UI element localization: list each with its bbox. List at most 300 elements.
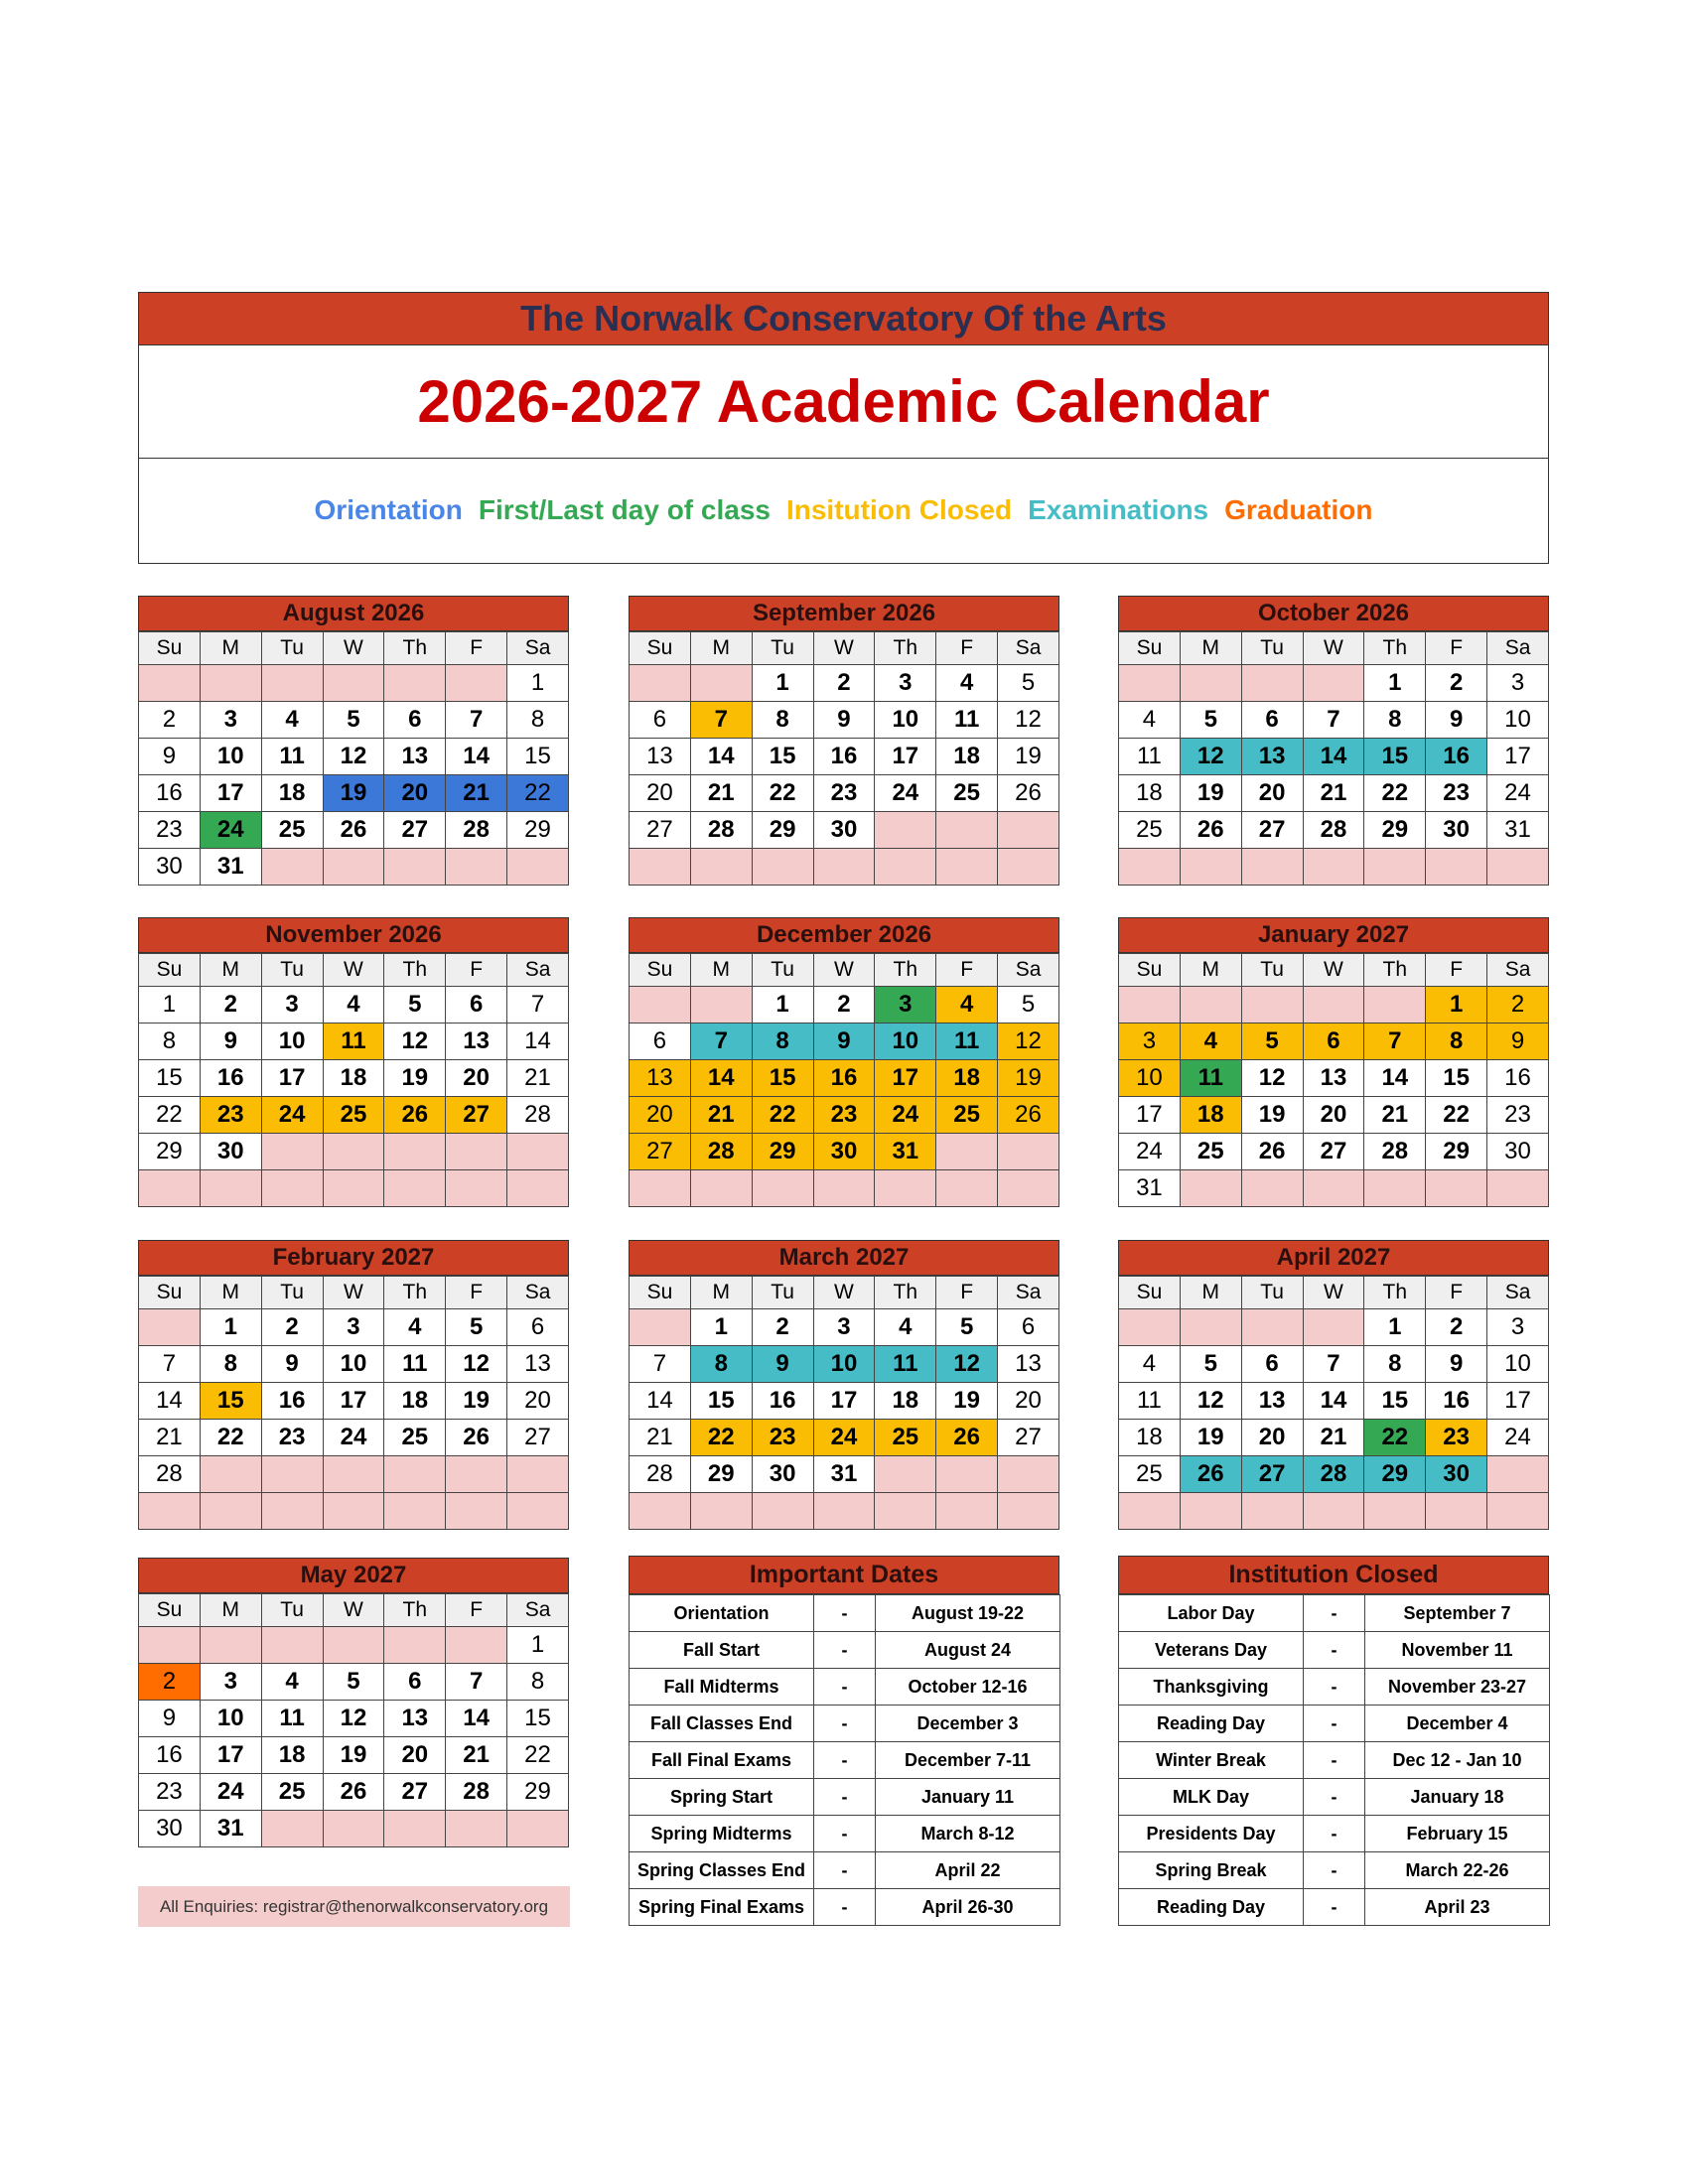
day-cell: 28 [690,1134,752,1170]
event-name: Fall Start [630,1632,814,1669]
date-list-row [630,1632,1060,1669]
empty-day-cell [998,1170,1059,1207]
empty-day-cell [323,849,384,886]
empty-day-cell [446,1627,507,1664]
weekday-header: Th [1364,632,1426,665]
day-cell: 6 [1241,702,1303,739]
day-cell: 26 [1241,1134,1303,1170]
day-cell: 23 [261,1420,323,1456]
day-cell: 30 [752,1456,813,1493]
day-cell: 1 [1364,1309,1426,1346]
day-cell: 24 [875,775,936,812]
event-name: Spring Midterms [630,1816,814,1852]
day-cell: 4 [1119,702,1181,739]
separator: - [1304,1742,1365,1779]
empty-day-cell [323,665,384,702]
day-cell: 19 [998,1060,1059,1097]
date-list-row [630,1706,1060,1742]
day-cell: 8 [752,702,813,739]
weekday-header: M [1180,1277,1241,1309]
day-cell: 22 [507,775,569,812]
separator: - [1304,1889,1365,1926]
event-date: February 15 [1365,1816,1550,1852]
day-cell: 17 [875,739,936,775]
day-cell: 7 [630,1346,691,1383]
empty-day-cell [1119,1493,1181,1530]
day-cell: 20 [1241,1420,1303,1456]
empty-day-cell [261,849,323,886]
month-calendar [629,917,1059,1207]
separator: - [814,1816,876,1852]
empty-day-cell [1241,849,1303,886]
weekday-header: M [1180,954,1241,987]
empty-day-cell [1364,987,1426,1024]
date-list-row [630,1742,1060,1779]
day-cell: 17 [323,1383,384,1420]
event-date: November 11 [1365,1632,1550,1669]
weekday-header: F [936,1277,998,1309]
empty-day-cell [630,849,691,886]
empty-day-cell [875,849,936,886]
day-cell: 25 [875,1420,936,1456]
legend-item: First/Last day of class [478,494,771,525]
event-name: Orientation [630,1595,814,1632]
day-cell: 16 [1487,1060,1549,1097]
day-cell: 8 [139,1024,201,1060]
day-cell: 2 [1487,987,1549,1024]
weekday-header: W [323,954,384,987]
day-cell: 15 [1426,1060,1487,1097]
day-cell: 15 [200,1383,261,1420]
institution-closed-table [1118,1594,1550,1926]
day-cell: 27 [998,1420,1059,1456]
weekday-header: W [1303,632,1364,665]
empty-day-cell [1119,987,1181,1024]
day-cell: 14 [1364,1060,1426,1097]
day-cell: 1 [752,987,813,1024]
day-cell: 16 [139,1737,201,1774]
empty-day-cell [384,849,446,886]
empty-day-cell [384,1493,446,1530]
day-cell: 28 [446,1774,507,1811]
event-name: Fall Midterms [630,1669,814,1706]
day-cell: 9 [752,1346,813,1383]
empty-day-cell [261,1627,323,1664]
day-cell: 28 [690,812,752,849]
month-title: December 2026 [629,917,1059,953]
day-cell: 8 [507,702,569,739]
event-date: September 7 [1365,1595,1550,1632]
day-cell: 3 [875,665,936,702]
day-cell: 17 [875,1060,936,1097]
empty-day-cell [507,1811,569,1847]
day-cell: 25 [261,812,323,849]
day-cell: 21 [139,1420,201,1456]
day-cell: 12 [1180,739,1241,775]
day-cell: 18 [936,1060,998,1097]
day-cell: 24 [1487,1420,1549,1456]
empty-day-cell [1303,1170,1364,1207]
institution-closed-title: Institution Closed [1118,1556,1549,1594]
day-cell: 4 [323,987,384,1024]
day-cell: 20 [446,1060,507,1097]
day-cell: 29 [1364,812,1426,849]
month-title: August 2026 [138,596,569,631]
empty-day-cell [1241,1309,1303,1346]
day-cell: 1 [507,665,569,702]
day-cell: 1 [200,1309,261,1346]
day-cell: 25 [1119,812,1181,849]
weekday-header: Tu [261,632,323,665]
event-date: December 4 [1365,1706,1550,1742]
day-cell: 4 [936,665,998,702]
day-cell: 23 [813,1097,875,1134]
event-name: Fall Final Exams [630,1742,814,1779]
weekday-header: M [690,1277,752,1309]
day-cell: 10 [813,1346,875,1383]
day-cell: 16 [813,739,875,775]
empty-day-cell [384,1170,446,1207]
weekday-header: Th [875,632,936,665]
empty-day-cell [875,1456,936,1493]
weekday-header: Su [630,954,691,987]
day-cell: 24 [813,1420,875,1456]
day-cell: 10 [323,1346,384,1383]
day-cell: 20 [507,1383,569,1420]
empty-day-cell [261,1170,323,1207]
day-cell: 21 [1303,775,1364,812]
day-cell: 16 [139,775,201,812]
separator: - [814,1595,876,1632]
day-cell: 22 [752,775,813,812]
empty-day-cell [1487,1493,1549,1530]
day-cell: 13 [1241,1383,1303,1420]
empty-day-cell [690,665,752,702]
empty-day-cell [384,1627,446,1664]
day-cell: 1 [690,1309,752,1346]
event-date: November 23-27 [1365,1669,1550,1706]
empty-day-cell [1180,1309,1241,1346]
weekday-header: Su [1119,632,1181,665]
day-cell: 4 [261,702,323,739]
date-list-row [1119,1632,1550,1669]
day-cell: 24 [200,812,261,849]
day-cell: 9 [200,1024,261,1060]
empty-day-cell [1119,849,1181,886]
date-list-row [1119,1706,1550,1742]
event-date: April 22 [876,1852,1060,1889]
day-cell: 23 [1426,1420,1487,1456]
separator: - [1304,1669,1365,1706]
day-cell: 6 [630,1024,691,1060]
day-cell: 16 [1426,739,1487,775]
day-cell: 21 [507,1060,569,1097]
day-cell: 21 [446,1737,507,1774]
day-cell: 18 [384,1383,446,1420]
event-date: March 22-26 [1365,1852,1550,1889]
day-cell: 12 [936,1346,998,1383]
event-date: August 24 [876,1632,1060,1669]
day-cell: 19 [446,1383,507,1420]
weekday-header: W [813,954,875,987]
weekday-header: Tu [752,632,813,665]
weekday-header: Sa [507,1594,569,1627]
day-cell: 28 [1303,812,1364,849]
empty-day-cell [446,1134,507,1170]
day-cell: 26 [323,1774,384,1811]
weekday-header: Th [875,1277,936,1309]
day-cell: 13 [384,1701,446,1737]
empty-day-cell [446,1170,507,1207]
day-cell: 10 [875,702,936,739]
month-title: March 2027 [629,1240,1059,1276]
weekday-header: Th [384,1594,446,1627]
empty-day-cell [261,1134,323,1170]
day-cell: 29 [752,1134,813,1170]
day-cell: 26 [936,1420,998,1456]
weekday-header: F [936,954,998,987]
day-cell: 17 [1487,739,1549,775]
event-date: March 8-12 [876,1816,1060,1852]
day-cell: 9 [813,1024,875,1060]
day-cell: 19 [323,775,384,812]
weekday-header: M [200,1277,261,1309]
day-cell: 14 [507,1024,569,1060]
day-cell: 22 [507,1737,569,1774]
day-cell: 8 [507,1664,569,1701]
day-cell: 15 [507,739,569,775]
day-cell: 18 [1119,1420,1181,1456]
day-cell: 4 [261,1664,323,1701]
event-date: April 26-30 [876,1889,1060,1926]
weekday-header: W [1303,954,1364,987]
day-cell: 12 [998,702,1059,739]
day-cell: 25 [1119,1456,1181,1493]
empty-day-cell [507,1170,569,1207]
empty-day-cell [1180,665,1241,702]
day-cell: 11 [875,1346,936,1383]
month-grid [1118,953,1549,1207]
empty-day-cell [998,1456,1059,1493]
weekday-header: Sa [998,954,1059,987]
month-calendar [629,1240,1059,1530]
day-cell: 29 [690,1456,752,1493]
day-cell: 30 [139,1811,201,1847]
weekday-header: M [200,1594,261,1627]
weekday-header: M [690,632,752,665]
empty-day-cell [998,812,1059,849]
empty-day-cell [1487,1456,1549,1493]
weekday-header: Tu [752,954,813,987]
day-cell: 28 [446,812,507,849]
empty-day-cell [752,1170,813,1207]
day-cell: 6 [507,1309,569,1346]
date-list-row [630,1852,1060,1889]
date-list-row [630,1816,1060,1852]
day-cell: 22 [752,1097,813,1134]
day-cell: 20 [384,775,446,812]
important-dates-title: Important Dates [629,1556,1059,1594]
empty-day-cell [630,665,691,702]
day-cell: 7 [690,702,752,739]
empty-day-cell [1364,849,1426,886]
organization-name: The Norwalk Conservatory Of the Arts [139,293,1548,345]
day-cell: 6 [384,1664,446,1701]
day-cell: 28 [139,1456,201,1493]
day-cell: 15 [1364,739,1426,775]
empty-day-cell [936,1456,998,1493]
empty-day-cell [139,665,201,702]
weekday-header: F [446,632,507,665]
day-cell: 8 [200,1346,261,1383]
day-cell: 5 [384,987,446,1024]
day-cell: 19 [1241,1097,1303,1134]
day-cell: 20 [1303,1097,1364,1134]
empty-day-cell [446,849,507,886]
day-cell: 7 [1364,1024,1426,1060]
day-cell: 14 [446,1701,507,1737]
day-cell: 4 [1119,1346,1181,1383]
color-legend [139,459,1548,562]
day-cell: 23 [200,1097,261,1134]
empty-day-cell [813,1493,875,1530]
empty-day-cell [323,1456,384,1493]
day-cell: 29 [1364,1456,1426,1493]
weekday-header: M [690,954,752,987]
day-cell: 5 [1180,702,1241,739]
day-cell: 13 [1303,1060,1364,1097]
day-cell: 31 [813,1456,875,1493]
day-cell: 26 [998,1097,1059,1134]
day-cell: 2 [1426,1309,1487,1346]
day-cell: 2 [200,987,261,1024]
calendar-header [138,292,1549,564]
day-cell: 29 [507,1774,569,1811]
legend-item: Insitution Closed [785,494,1013,525]
empty-day-cell [323,1170,384,1207]
separator: - [814,1889,876,1926]
month-title: January 2027 [1118,917,1549,953]
day-cell: 24 [1487,775,1549,812]
month-grid [629,953,1059,1207]
month-calendar [1118,596,1549,886]
day-cell: 10 [200,739,261,775]
day-cell: 2 [752,1309,813,1346]
day-cell: 3 [1119,1024,1181,1060]
day-cell: 30 [1426,812,1487,849]
separator: - [1304,1632,1365,1669]
date-list-row [1119,1742,1550,1779]
day-cell: 7 [1303,702,1364,739]
empty-day-cell [936,1170,998,1207]
empty-day-cell [1303,987,1364,1024]
day-cell: 6 [630,702,691,739]
empty-day-cell [875,1493,936,1530]
empty-day-cell [139,1493,201,1530]
date-list-row [1119,1852,1550,1889]
day-cell: 2 [813,665,875,702]
day-cell: 8 [752,1024,813,1060]
day-cell: 7 [446,702,507,739]
separator: - [814,1632,876,1669]
day-cell: 15 [752,1060,813,1097]
empty-day-cell [200,1456,261,1493]
day-cell: 2 [813,987,875,1024]
separator: - [1304,1706,1365,1742]
day-cell: 20 [630,1097,691,1134]
day-cell: 1 [752,665,813,702]
weekday-header: Sa [998,632,1059,665]
day-cell: 9 [1487,1024,1549,1060]
day-cell: 13 [507,1346,569,1383]
event-date: December 3 [876,1706,1060,1742]
empty-day-cell [998,1134,1059,1170]
day-cell: 27 [384,1774,446,1811]
day-cell: 22 [1364,1420,1426,1456]
empty-day-cell [936,1134,998,1170]
day-cell: 7 [446,1664,507,1701]
event-name: MLK Day [1119,1779,1304,1816]
date-list-row [1119,1779,1550,1816]
empty-day-cell [1241,987,1303,1024]
empty-day-cell [998,1493,1059,1530]
day-cell: 24 [200,1774,261,1811]
empty-day-cell [1303,1309,1364,1346]
day-cell: 2 [139,1664,201,1701]
separator: - [1304,1595,1365,1632]
weekday-header: Sa [507,954,569,987]
day-cell: 30 [813,1134,875,1170]
day-cell: 18 [936,739,998,775]
empty-day-cell [261,1456,323,1493]
day-cell: 6 [998,1309,1059,1346]
month-title: October 2026 [1118,596,1549,631]
month-title: September 2026 [629,596,1059,631]
month-calendar [138,1558,569,1847]
day-cell: 3 [813,1309,875,1346]
day-cell: 14 [446,739,507,775]
event-name: Reading Day [1119,1889,1304,1926]
empty-day-cell [384,1456,446,1493]
day-cell: 25 [936,1097,998,1134]
day-cell: 17 [200,1737,261,1774]
day-cell: 16 [813,1060,875,1097]
day-cell: 1 [1364,665,1426,702]
month-grid [1118,631,1549,886]
day-cell: 27 [630,812,691,849]
empty-day-cell [507,1456,569,1493]
month-grid [629,1276,1059,1530]
date-list-row [630,1595,1060,1632]
month-grid [1118,1276,1549,1530]
separator: - [814,1852,876,1889]
empty-day-cell [1303,665,1364,702]
date-list-row [630,1669,1060,1706]
day-cell: 11 [323,1024,384,1060]
day-cell: 30 [139,849,201,886]
empty-day-cell [384,1134,446,1170]
day-cell: 9 [139,1701,201,1737]
empty-day-cell [1426,1493,1487,1530]
empty-day-cell [1487,849,1549,886]
empty-day-cell [1180,987,1241,1024]
empty-day-cell [200,665,261,702]
event-name: Spring Classes End [630,1852,814,1889]
weekday-header: Tu [261,1594,323,1627]
day-cell: 11 [1180,1060,1241,1097]
date-list-row [1119,1889,1550,1926]
day-cell: 10 [875,1024,936,1060]
